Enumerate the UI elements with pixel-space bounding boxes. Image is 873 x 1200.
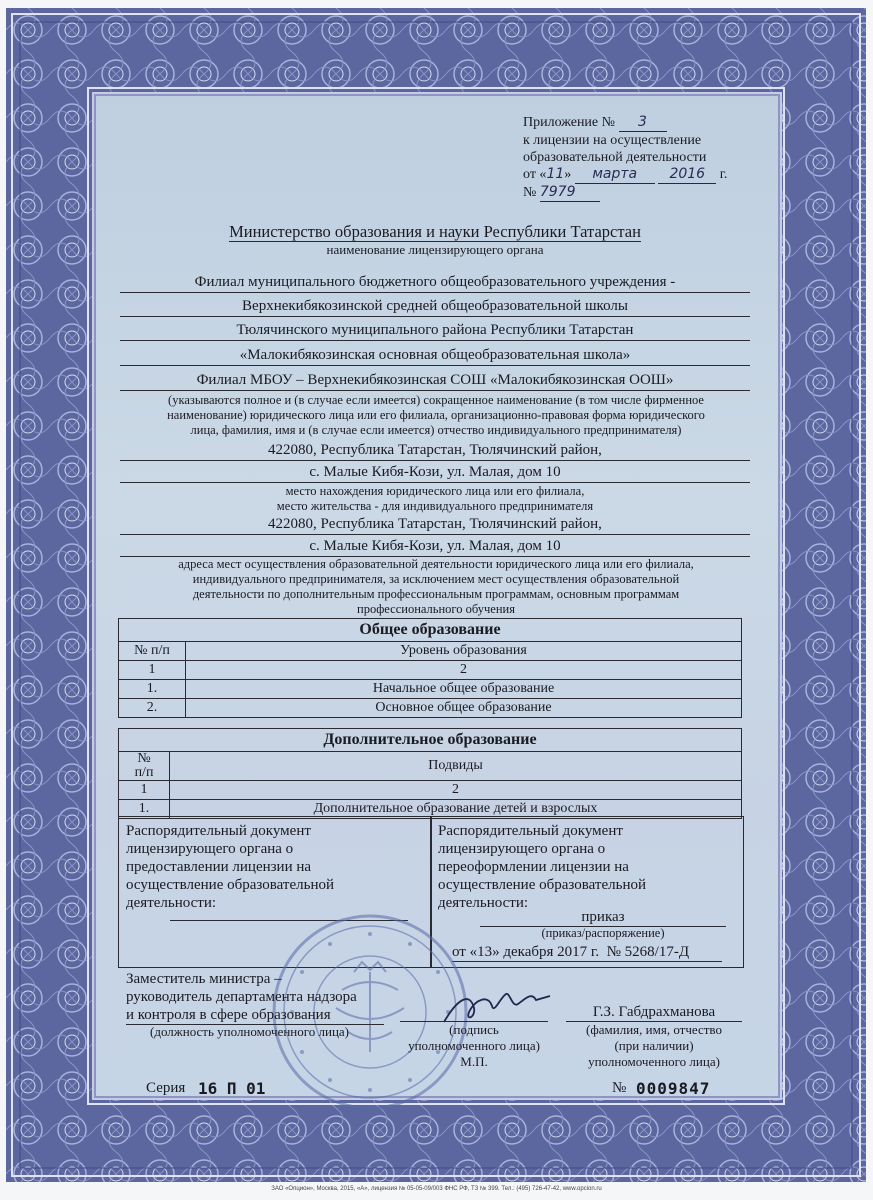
general-idx1: 1 xyxy=(119,661,186,680)
order-details: от «13» декабря 2017 г. № 5268/17-Д xyxy=(452,943,722,962)
org-line3: Тюлячинского муниципального района Республики Татарстан xyxy=(120,320,750,341)
general-education-title: Общее образование xyxy=(119,619,742,642)
order-type-caption: (приказ/распоряжение) xyxy=(541,926,665,940)
appendix-number: 3 xyxy=(619,114,667,132)
authority-caption: наименование лицензирующего органа xyxy=(326,242,544,257)
order-type: приказ xyxy=(480,908,726,927)
org-line2: Верхнекибякозинской средней общеобразовательной школы xyxy=(120,296,750,317)
org-line4: «Малокибякозинская основная общеобразовательная школа» xyxy=(120,345,750,366)
additional-col-subtypes: Подвиды xyxy=(170,752,742,781)
appendix-license-number: 7979 xyxy=(540,184,600,202)
table-row: 1. Начальное общее образование xyxy=(119,680,742,699)
location-line2: с. Малые Кибя-Кози, ул. Малая, дом 10 xyxy=(120,462,750,483)
appendix-date-day: 11 xyxy=(546,166,565,182)
general-col-level: Уровень образования xyxy=(186,642,742,661)
appendix-block xyxy=(523,114,727,202)
blank-number-value: 0009847 xyxy=(636,1079,711,1098)
appendix-number-label: № xyxy=(523,185,537,200)
series-value: 16 П 01 xyxy=(198,1079,266,1098)
activity-line2: с. Малые Кибя-Кози, ул. Малая, дом 10 xyxy=(120,536,750,557)
series-label: Серия xyxy=(146,1080,186,1096)
appendix-line2: к лицензии на осуществление xyxy=(523,133,702,148)
grant-document-text: Распорядительный документ лицензирующего органа о предоставлении лицензии на осуществление образовательной деятельности: xyxy=(126,823,334,911)
authority-name: Министерство образования и науки Республики Татарстан xyxy=(229,222,641,241)
appendix-date-prefix: от « xyxy=(523,167,547,182)
activity-line1: 422080, Республика Татарстан, Тюлячинский район, xyxy=(120,514,750,535)
appendix-label: Приложение № xyxy=(523,115,615,130)
appendix-line3: образовательной деятельности xyxy=(523,150,707,165)
appendix-date-year: 2016 xyxy=(658,166,716,184)
appendix-date-suffix: г. xyxy=(719,167,728,182)
org-line1: Филиал муниципального бюджетного общеобразовательного учреждения - xyxy=(120,272,750,293)
activity-caption: адреса мест осуществления образовательной деятельности юридического лица или его филиала, индивидуального предпринимателя, за исключением мест осуществления образовательной деятельности по дополнительным профессиональным программам, основным программам профессионального обучения xyxy=(178,557,694,616)
signer-name: Г.З. Габдрахманова xyxy=(566,1003,742,1022)
reissue-document-text: Распорядительный документ лицензирующего органа о переоформлении лицензии на осуществление образовательной деятельности: xyxy=(438,823,646,911)
position-caption: (должность уполномоченного лица) xyxy=(150,1024,350,1039)
table-row: 2. Основное общее образование xyxy=(119,699,742,718)
additional-education-title: Дополнительное образование xyxy=(119,729,742,752)
location-caption: место нахождения юридического лица или его филиала, место жительства - для индивидуального предпринимателя xyxy=(276,484,594,513)
general-col-num: № п/п xyxy=(119,642,186,661)
general-education-table xyxy=(118,618,742,718)
appendix-date-mid: » xyxy=(564,167,572,182)
org-caption: (указываются полное и (в случае если имеется) сокращенное наименование (в том числе фирменное наименование) юридического лица или его филиала, организационно-правовая форма юридического лица, фамилия, имя и (в случае если имеется) отчество индивидуального предпринимателя) xyxy=(167,393,705,437)
signer-name-caption: (фамилия, имя, отчество (при наличии) уполномоченного лица) xyxy=(586,1022,722,1069)
appendix-date-month: марта xyxy=(575,166,655,184)
additional-idx2: 2 xyxy=(170,781,742,800)
printer-imprint: ЗАО «Опцион», Москва, 2015, «А», лицензия № 05-05-09/003 ФНС РФ, ТЗ № 399. Тел.: (495) 726-47-42, www.opcion.ru xyxy=(271,1186,602,1192)
general-idx2: 2 xyxy=(186,661,742,680)
signer-position: Заместитель министра – руководитель департамента надзора и контроля в сфере образования xyxy=(126,970,384,1025)
org-short-name: Филиал МБОУ – Верхнекибякозинская СОШ «Малокибякозинская ООШ» xyxy=(120,370,750,391)
location-line1: 422080, Республика Татарстан, Тюлячинский район, xyxy=(120,440,750,461)
table-row: 1. Дополнительное образование детей и взрослых xyxy=(119,800,742,819)
blank-number-label: № xyxy=(612,1080,627,1096)
additional-idx1: 1 xyxy=(119,781,170,800)
additional-col-num: № п/п xyxy=(119,752,170,781)
additional-education-table xyxy=(118,728,742,819)
signature-caption: (подпись уполномоченного лица) М.П. xyxy=(408,1022,540,1069)
